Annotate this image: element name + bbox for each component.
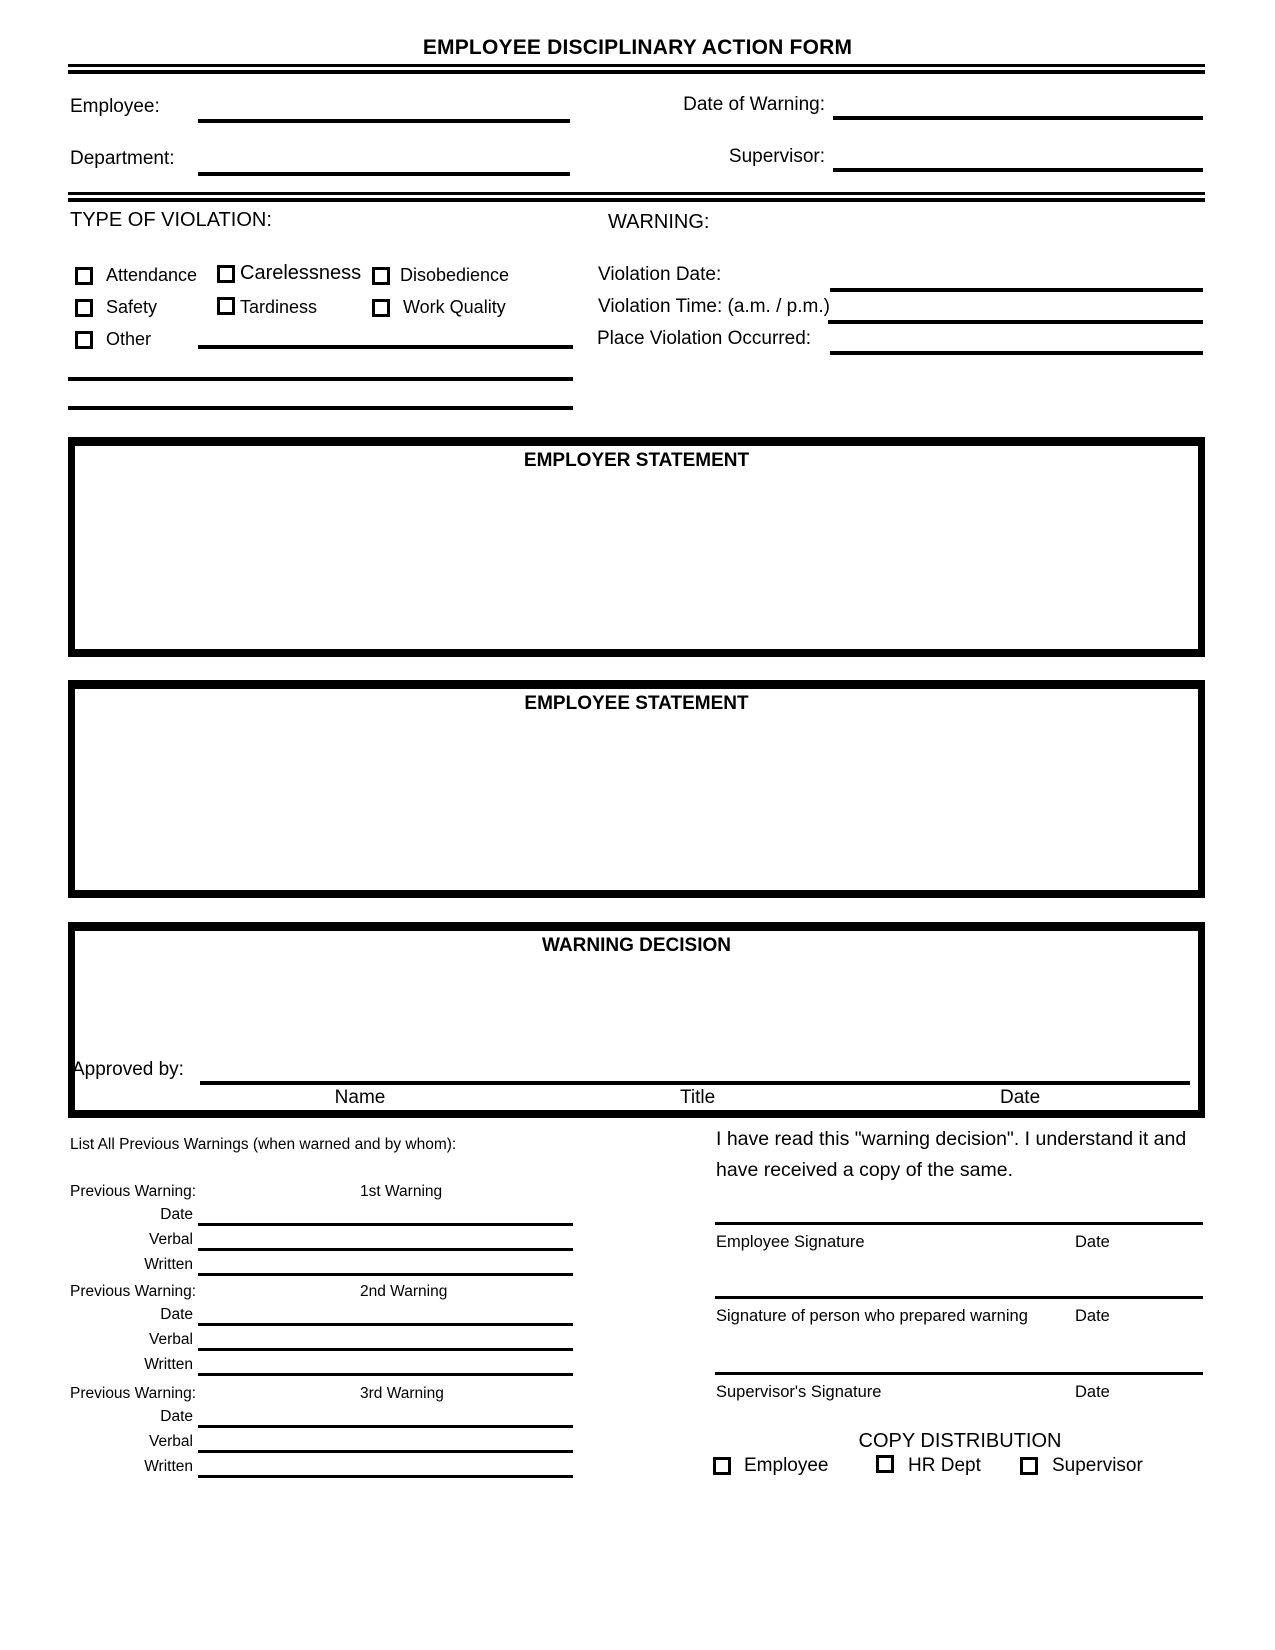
previous-warning-1-ordinal: 1st Warning [360, 1183, 443, 1200]
checkbox-safety[interactable] [75, 299, 93, 317]
violation-time-label: Violation Time: (a.m. / p.m.) [598, 296, 830, 317]
department-input-line[interactable] [198, 172, 570, 176]
pw1-date-line[interactable] [198, 1223, 573, 1226]
employer-statement-title: EMPLOYER STATEMENT [523, 450, 750, 471]
employee-signature-label: Employee Signature [716, 1233, 865, 1251]
pw3-written-label: Written [144, 1458, 193, 1475]
violation-date-input-line[interactable] [830, 288, 1203, 292]
pw2-date-line[interactable] [198, 1323, 573, 1326]
pw2-date-label: Date [160, 1306, 193, 1323]
pw3-date-line[interactable] [198, 1425, 573, 1428]
violation-place-label: Place Violation Occurred: [597, 328, 812, 349]
tardiness-label: Tardiness [240, 297, 318, 317]
safety-label: Safety [106, 297, 158, 317]
employee-statement-box [68, 680, 1205, 898]
disobedience-label: Disobedience [400, 265, 510, 285]
copy-supervisor-label: Supervisor [1052, 1455, 1143, 1476]
employee-statement-title: EMPLOYEE STATEMENT [524, 693, 749, 714]
preparer-signature-date-label: Date [1075, 1307, 1110, 1325]
acknowledgement-text: I have read this "warning decision". I understand it and have received a copy of the same. [716, 1128, 1187, 1181]
checkbox-disobedience[interactable] [372, 267, 390, 285]
pw3-verbal-line[interactable] [198, 1450, 573, 1453]
preparer-signature-line[interactable] [715, 1296, 1203, 1299]
warning-decision-title: WARNING DECISION [542, 935, 731, 956]
attendance-label: Attendance [106, 265, 198, 285]
pw2-written-line[interactable] [198, 1373, 573, 1376]
pw1-verbal-label: Verbal [149, 1231, 193, 1248]
other-label: Other [106, 329, 152, 349]
supervisor-signature-label: Supervisor's Signature [716, 1383, 882, 1401]
employer-statement-box [68, 437, 1205, 657]
employee-signature-date-label: Date [1075, 1233, 1110, 1251]
previous-warning-1-label: Previous Warning: [70, 1183, 197, 1200]
approved-by-label: Approved by: [72, 1059, 184, 1080]
form-title: EMPLOYEE DISCIPLINARY ACTION FORM [422, 36, 853, 59]
copy-hr-dept-label: HR Dept [908, 1455, 981, 1476]
employee-input-line[interactable] [198, 119, 570, 123]
copy-employee-label: Employee [744, 1455, 829, 1476]
employee-statement-input-area[interactable] [75, 719, 1198, 886]
pw1-date-label: Date [160, 1206, 193, 1223]
section-divider [68, 192, 1205, 202]
violation-time-input-line[interactable] [828, 320, 1203, 324]
supervisor-input-line[interactable] [833, 168, 1203, 172]
approved-by-input-line[interactable] [200, 1081, 1190, 1085]
checkbox-other[interactable] [75, 331, 93, 349]
date-of-warning-label: Date of Warning: [683, 94, 825, 115]
violation-date-label: Violation Date: [598, 264, 722, 285]
employer-statement-input-area[interactable] [75, 476, 1198, 645]
violation-extra-line-1[interactable] [68, 377, 573, 381]
approval-name-column-label: Name [334, 1087, 386, 1108]
pw1-written-label: Written [144, 1256, 193, 1273]
previous-warning-3-ordinal: 3rd Warning [360, 1385, 444, 1402]
previous-warning-2-ordinal: 2nd Warning [360, 1283, 448, 1300]
employee-signature-line[interactable] [715, 1222, 1203, 1225]
pw1-verbal-line[interactable] [198, 1248, 573, 1251]
previous-warning-2-label: Previous Warning: [70, 1283, 197, 1300]
approval-title-column-label: Title [680, 1087, 716, 1108]
pw3-written-line[interactable] [198, 1475, 573, 1478]
header-divider [68, 64, 1205, 74]
previous-warnings-heading: List All Previous Warnings (when warned and by whom): [70, 1136, 457, 1153]
violation-heading: TYPE OF VIOLATION: [70, 209, 272, 231]
warning-heading: WARNING: [608, 211, 710, 233]
violation-place-input-line[interactable] [830, 351, 1203, 355]
supervisor-signature-line[interactable] [715, 1372, 1203, 1375]
approval-date-column-label: Date [1000, 1087, 1041, 1108]
preparer-signature-label: Signature of person who prepared warning [716, 1307, 1028, 1325]
previous-warning-3-label: Previous Warning: [70, 1385, 197, 1402]
checkbox-work-quality[interactable] [372, 299, 390, 317]
checkbox-copy-hr-dept[interactable] [876, 1455, 894, 1473]
pw2-verbal-line[interactable] [198, 1348, 573, 1351]
checkbox-carelessness[interactable] [217, 265, 235, 283]
employee-label: Employee: [70, 96, 160, 117]
pw3-verbal-label: Verbal [149, 1433, 193, 1450]
checkbox-copy-supervisor[interactable] [1020, 1457, 1038, 1475]
checkbox-copy-employee[interactable] [713, 1457, 731, 1475]
pw1-written-line[interactable] [198, 1273, 573, 1276]
violation-extra-line-2[interactable] [68, 406, 573, 410]
copy-distribution-heading: COPY DISTRIBUTION [858, 1430, 1062, 1452]
date-of-warning-input-line[interactable] [833, 116, 1203, 120]
pw2-written-label: Written [144, 1356, 193, 1373]
supervisor-label: Supervisor: [728, 146, 825, 167]
checkbox-tardiness[interactable] [217, 297, 235, 315]
pw3-date-label: Date [160, 1408, 193, 1425]
carelessness-label: Carelessness [240, 262, 362, 284]
department-label: Department: [70, 148, 175, 169]
warning-decision-input-area[interactable] [75, 961, 1198, 1050]
pw2-verbal-label: Verbal [149, 1331, 193, 1348]
work-quality-label: Work Quality [403, 297, 506, 317]
checkbox-attendance[interactable] [75, 267, 93, 285]
other-input-line[interactable] [198, 345, 573, 349]
supervisor-signature-date-label: Date [1075, 1383, 1110, 1401]
